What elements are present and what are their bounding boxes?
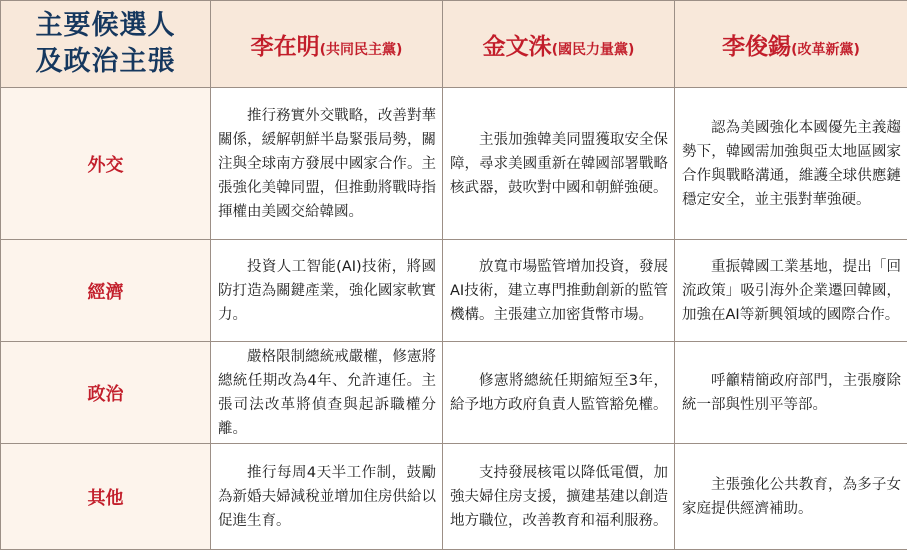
- policy-cell: [443, 342, 675, 444]
- policy-text: 放寬市場監管增加投資，發展AI技術，建立專門推動創新的監管機構。主張建立加密貨幣市場。: [450, 255, 668, 327]
- policy-text: 推行務實外交戰略，改善對華關係，緩解朝鮮半島緊張局勢，關注與全球南方發展中國家合作。主張強化美韓同盟，但推動將戰時指揮權由美國交給韓國。: [218, 104, 436, 224]
- policy-text: 支持發展核電以降低電價，加強夫婦住房支援，擴建基建以創造地方職位，改善教育和福利服務。: [450, 461, 668, 533]
- policy-text: 主張加強韓美同盟獲取安全保障，尋求美國重新在韓國部署戰略核武器，鼓吹對中國和朝鮮強硬。: [450, 128, 668, 200]
- policy-cell: [211, 88, 443, 240]
- policy-cell: [675, 444, 907, 550]
- policy-text: 修憲將總統任期縮短至3年，給予地方政府負責人監管豁免權。: [450, 369, 668, 417]
- policy-text: 主張強化公共教育，為多子女家庭提供經濟補助。: [682, 473, 901, 521]
- policy-cell: [675, 88, 907, 240]
- row-label: 外交: [1, 88, 211, 240]
- policy-cell: [211, 342, 443, 444]
- policy-text: 認為美國強化本國優先主義趨勢下，韓國需加強與亞太地區國家合作與戰略溝通，維護全球供應鏈穩定安全，並主張對華強硬。: [682, 116, 901, 212]
- table-title-line1: 主要候選人: [1, 8, 210, 44]
- row-label: 經濟: [1, 240, 211, 342]
- candidate-party: (改革新黨): [791, 42, 860, 58]
- candidate-name: 李在明: [251, 34, 320, 60]
- row-label: 政治: [1, 342, 211, 444]
- policy-cell: [211, 240, 443, 342]
- candidate-name: 李俊錫: [722, 34, 791, 60]
- header-row: [1, 1, 907, 88]
- table-row: [1, 240, 907, 342]
- policy-text: 嚴格限制總統戒嚴權，修憲將總統任期改為4年、允許連任。主張司法改革將偵查與起訴職權分離。: [218, 345, 436, 441]
- policy-cell: [443, 240, 675, 342]
- policy-text: 推行每周4天半工作制，鼓勵為新婚夫婦減稅並增加住房供給以促進生育。: [218, 461, 436, 533]
- policy-cell: [443, 88, 675, 240]
- candidate-party: (共同民主黨): [320, 42, 403, 58]
- policy-text: 重振韓國工業基地，提出「回流政策」吸引海外企業遷回韓國，加強在AI等新興領域的國際合作。: [682, 255, 901, 327]
- table-title-line2: 及政治主張: [1, 44, 210, 80]
- policy-cell: [675, 342, 907, 444]
- policy-cell: [443, 444, 675, 550]
- policy-cell: [211, 444, 443, 550]
- candidate-header: [443, 1, 675, 88]
- table-row: [1, 88, 907, 240]
- row-label: 其他: [1, 444, 211, 550]
- candidate-header: [675, 1, 907, 88]
- policy-text: 投資人工智能(AI)技術，將國防打造為關鍵產業，強化國家軟實力。: [218, 255, 436, 327]
- candidate-name: 金文洙: [483, 34, 552, 60]
- table-title: [1, 1, 211, 88]
- table-row: [1, 444, 907, 550]
- candidate-party: (國民力量黨): [552, 42, 635, 58]
- table-row: [1, 342, 907, 444]
- candidate-header: [211, 1, 443, 88]
- policy-text: 呼籲精簡政府部門，主張廢除統一部與性別平等部。: [682, 369, 901, 417]
- policy-cell: [675, 240, 907, 342]
